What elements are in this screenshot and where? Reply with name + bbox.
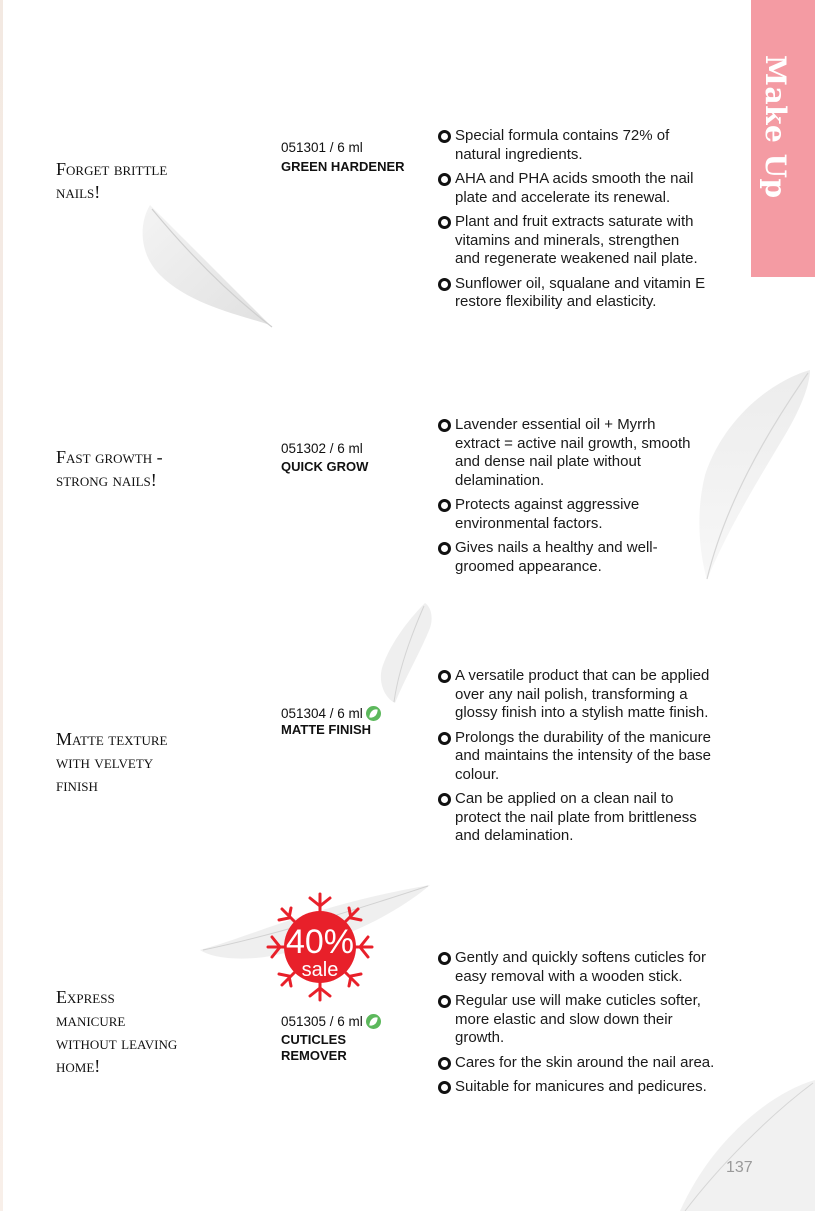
- bullet-icon: [438, 995, 451, 1008]
- bullet-icon: [438, 670, 451, 683]
- product-headline: Matte texture with velvety finish: [56, 729, 168, 795]
- product-headline: Forget brittle nails!: [56, 159, 168, 202]
- category-tab-label: Make Up: [759, 55, 792, 199]
- feature-item: Gives nails a healthy and well- groomed appearance.: [438, 539, 753, 576]
- feature-list: [438, 667, 753, 852]
- page-edge-strip: [0, 0, 3, 1211]
- feature-item: Protects against aggressive environmental factors.: [438, 496, 753, 533]
- feature-item: Lavender essential oil + Myrrh extract = active nail growth, smooth and dense nail plate without delamination.: [438, 416, 753, 490]
- feather-icon: [360, 598, 440, 708]
- sale-badge: [262, 892, 378, 1002]
- product-name: QUICK GROW: [281, 459, 369, 474]
- feature-list: [438, 416, 753, 582]
- page-number: 137: [726, 1159, 753, 1176]
- bullet-icon: [438, 499, 451, 512]
- bullet-icon: [438, 278, 451, 291]
- product-headline: Fast growth - strong nails!: [56, 447, 163, 490]
- feature-list: [438, 949, 753, 1103]
- feather-icon: [130, 185, 290, 345]
- product-name: CUTICLES REMOVER: [281, 1032, 347, 1063]
- product-code: 051304 / 6 ml: [281, 705, 381, 722]
- product-code: 051302 / 6 ml: [281, 441, 363, 456]
- feature-item: Special formula contains 72% of natural ingredients.: [438, 127, 753, 164]
- feature-item: Sunflower oil, squalane and vitamin E restore flexibility and elasticity.: [438, 275, 753, 312]
- feature-item: Can be applied on a clean nail to protect the nail plate from brittleness and delamination.: [438, 790, 753, 846]
- bullet-icon: [438, 793, 451, 806]
- eco-leaf-icon: [366, 706, 381, 721]
- product-name: GREEN HARDENER: [281, 159, 405, 174]
- bullet-icon: [438, 1057, 451, 1070]
- product-headline: Express manicure without leaving home!: [56, 987, 178, 1076]
- feature-item: Cares for the skin around the nail area.: [438, 1054, 753, 1073]
- bullet-icon: [438, 216, 451, 229]
- bullet-icon: [438, 952, 451, 965]
- product-name: MATTE FINISH: [281, 722, 372, 737]
- feature-item: Gently and quickly softens cuticles for easy removal with a wooden stick.: [438, 949, 753, 986]
- eco-leaf-icon: [366, 1014, 381, 1029]
- category-tab[interactable]: [751, 0, 815, 277]
- feature-item: AHA and PHA acids smooth the nail plate and accelerate its renewal.: [438, 170, 753, 207]
- feature-item: Plant and fruit extracts saturate with vitamins and minerals, strengthen and regenerate weakened nail plate.: [438, 213, 753, 269]
- feature-item: Regular use will make cuticles softer, more elastic and slow down their growth.: [438, 992, 753, 1048]
- bullet-icon: [438, 173, 451, 186]
- sale-percent: 40%: [285, 923, 355, 961]
- bullet-icon: [438, 419, 451, 432]
- feature-item: Suitable for manicures and pedicures.: [438, 1078, 753, 1097]
- feature-list: [438, 127, 753, 318]
- product-code: 051305 / 6 ml: [281, 1013, 381, 1030]
- product-code: 051301 / 6 ml: [281, 140, 363, 155]
- bullet-icon: [438, 130, 451, 143]
- sale-label: sale: [301, 959, 339, 981]
- feature-item: Prolongs the durability of the manicure and maintains the intensity of the base colour.: [438, 729, 753, 785]
- bullet-icon: [438, 542, 451, 555]
- bullet-icon: [438, 732, 451, 745]
- feature-item: A versatile product that can be applied over any nail polish, transforming a glossy finish into a stylish matte finish.: [438, 667, 753, 723]
- bullet-icon: [438, 1081, 451, 1094]
